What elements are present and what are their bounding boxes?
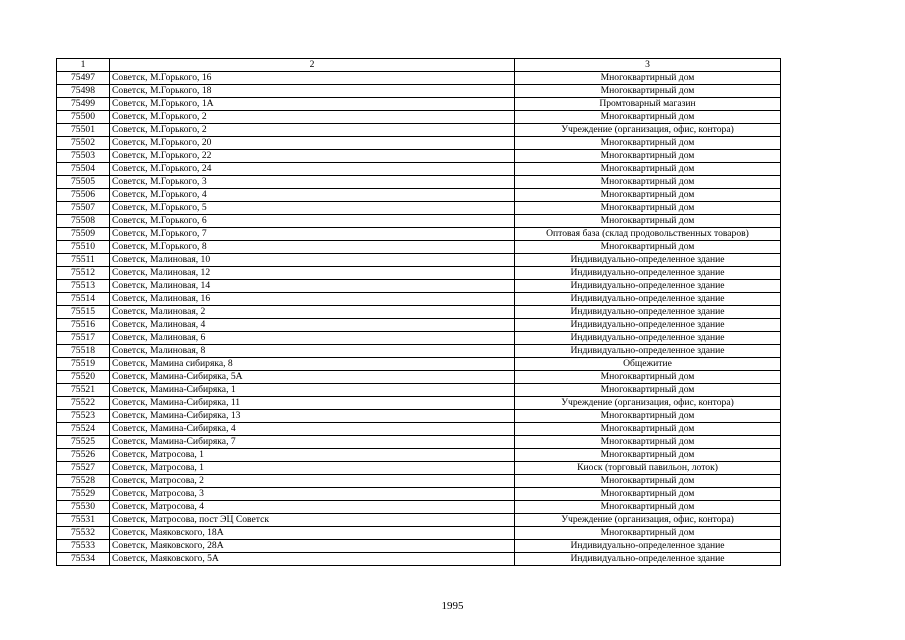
column-number-2: 2 [110,59,515,72]
object-type-cell: Многоквартирный дом [515,111,781,124]
table-row [57,280,781,293]
column-number-3: 3 [515,59,781,72]
table-row [57,345,781,358]
record-number-cell: 75528 [57,475,110,488]
address-cell: Советск, М.Горького, 4 [110,189,515,202]
address-cell: Советск, М.Горького, 24 [110,163,515,176]
column-number-row [57,59,781,72]
record-number-cell: 75513 [57,280,110,293]
record-number-cell: 75510 [57,241,110,254]
record-number-cell: 75515 [57,306,110,319]
object-type-cell: Индивидуально-определенное здание [515,280,781,293]
table-row [57,267,781,280]
record-number-cell: 75516 [57,319,110,332]
object-type-cell: Индивидуально-определенное здание [515,254,781,267]
table-row [57,72,781,85]
object-type-cell: Общежитие [515,358,781,371]
object-type-cell: Индивидуально-определенное здание [515,345,781,358]
object-type-cell: Многоквартирный дом [515,410,781,423]
address-cell: Советск, Маяковского, 18А [110,527,515,540]
address-cell: Советск, М.Горького, 1А [110,98,515,111]
table-row [57,410,781,423]
table-row [57,384,781,397]
object-type-cell: Многоквартирный дом [515,202,781,215]
object-type-cell: Индивидуально-определенное здание [515,553,781,566]
object-type-cell: Индивидуально-определенное здание [515,319,781,332]
record-number-cell: 75506 [57,189,110,202]
address-cell: Советск, Мамина-Сибиряка, 13 [110,410,515,423]
object-type-cell: Многоквартирный дом [515,488,781,501]
table-row [57,137,781,150]
table-row [57,293,781,306]
column-number-1: 1 [57,59,110,72]
address-cell: Советск, Малиновая, 14 [110,280,515,293]
property-table-body [57,59,781,566]
table-row [57,553,781,566]
record-number-cell: 75523 [57,410,110,423]
record-number-cell: 75530 [57,501,110,514]
address-cell: Советск, М.Горького, 3 [110,176,515,189]
table-row [57,449,781,462]
record-number-cell: 75514 [57,293,110,306]
object-type-cell: Индивидуально-определенное здание [515,540,781,553]
record-number-cell: 75534 [57,553,110,566]
table-row [57,124,781,137]
record-number-cell: 75517 [57,332,110,345]
object-type-cell: Многоквартирный дом [515,527,781,540]
table-row [57,475,781,488]
address-cell: Советск, М.Горького, 6 [110,215,515,228]
address-cell: Советск, Малиновая, 6 [110,332,515,345]
object-type-cell: Учреждение (организация, офис, контора) [515,514,781,527]
address-cell: Советск, Мамина-Сибиряка, 11 [110,397,515,410]
table-row [57,202,781,215]
address-cell: Советск, Матросова, пост ЭЦ Советск [110,514,515,527]
table-row [57,215,781,228]
address-cell: Советск, Малиновая, 12 [110,267,515,280]
table-row [57,358,781,371]
record-number-cell: 75512 [57,267,110,280]
record-number-cell: 75499 [57,98,110,111]
address-cell: Советск, М.Горького, 22 [110,150,515,163]
address-cell: Советск, Маяковского, 5А [110,553,515,566]
page-number: 1995 [441,600,464,612]
document-page [56,58,780,566]
address-cell: Советск, Малиновая, 16 [110,293,515,306]
address-cell: Советск, Матросова, 2 [110,475,515,488]
record-number-cell: 75522 [57,397,110,410]
record-number-cell: 75505 [57,176,110,189]
table-row [57,488,781,501]
record-number-cell: 75524 [57,423,110,436]
record-number-cell: 75525 [57,436,110,449]
record-number-cell: 75518 [57,345,110,358]
record-number-cell: 75498 [57,85,110,98]
table-row [57,540,781,553]
object-type-cell: Многоквартирный дом [515,215,781,228]
object-type-cell: Индивидуально-определенное здание [515,293,781,306]
property-table [56,58,781,566]
record-number-cell: 75526 [57,449,110,462]
object-type-cell: Киоск (торговый павильон, лоток) [515,462,781,475]
address-cell: Советск, М.Горького, 16 [110,72,515,85]
object-type-cell: Многоквартирный дом [515,72,781,85]
table-row [57,501,781,514]
table-row [57,397,781,410]
table-row [57,254,781,267]
address-cell: Советск, Мамина-Сибиряка, 1 [110,384,515,397]
record-number-cell: 75503 [57,150,110,163]
address-cell: Советск, М.Горького, 7 [110,228,515,241]
table-row [57,423,781,436]
table-row [57,527,781,540]
address-cell: Советск, Малиновая, 8 [110,345,515,358]
table-row [57,150,781,163]
table-row [57,98,781,111]
object-type-cell: Многоквартирный дом [515,384,781,397]
object-type-cell: Многоквартирный дом [515,150,781,163]
object-type-cell: Индивидуально-определенное здание [515,332,781,345]
table-row [57,371,781,384]
address-cell: Советск, М.Горького, 18 [110,85,515,98]
table-row [57,436,781,449]
object-type-cell: Многоквартирный дом [515,371,781,384]
object-type-cell: Многоквартирный дом [515,137,781,150]
object-type-cell: Индивидуально-определенное здание [515,306,781,319]
record-number-cell: 75497 [57,72,110,85]
table-row [57,241,781,254]
record-number-cell: 75520 [57,371,110,384]
table-row [57,163,781,176]
address-cell: Советск, Малиновая, 2 [110,306,515,319]
address-cell: Советск, М.Горького, 5 [110,202,515,215]
address-cell: Советск, Мамина-Сибиряка, 5А [110,371,515,384]
address-cell: Советск, Маяковского, 28А [110,540,515,553]
object-type-cell: Многоквартирный дом [515,85,781,98]
address-cell: Советск, Малиновая, 10 [110,254,515,267]
object-type-cell: Многоквартирный дом [515,176,781,189]
record-number-cell: 75509 [57,228,110,241]
record-number-cell: 75500 [57,111,110,124]
object-type-cell: Многоквартирный дом [515,475,781,488]
address-cell: Советск, М.Горького, 2 [110,111,515,124]
object-type-cell: Индивидуально-определенное здание [515,267,781,280]
table-row [57,306,781,319]
table-row [57,319,781,332]
record-number-cell: 75508 [57,215,110,228]
address-cell: Советск, Малиновая, 4 [110,319,515,332]
address-cell: Советск, Мамина-Сибиряка, 7 [110,436,515,449]
record-number-cell: 75529 [57,488,110,501]
record-number-cell: 75519 [57,358,110,371]
object-type-cell: Многоквартирный дом [515,189,781,202]
object-type-cell: Многоквартирный дом [515,423,781,436]
object-type-cell: Многоквартирный дом [515,163,781,176]
address-cell: Советск, Матросова, 1 [110,462,515,475]
table-row [57,514,781,527]
record-number-cell: 75527 [57,462,110,475]
address-cell: Советск, М.Горького, 2 [110,124,515,137]
table-row [57,85,781,98]
record-number-cell: 75532 [57,527,110,540]
object-type-cell: Многоквартирный дом [515,501,781,514]
object-type-cell: Многоквартирный дом [515,241,781,254]
record-number-cell: 75502 [57,137,110,150]
record-number-cell: 75504 [57,163,110,176]
record-number-cell: 75511 [57,254,110,267]
record-number-cell: 75507 [57,202,110,215]
record-number-cell: 75531 [57,514,110,527]
object-type-cell: Учреждение (организация, офис, контора) [515,397,781,410]
address-cell: Советск, М.Горького, 8 [110,241,515,254]
record-number-cell: 75533 [57,540,110,553]
object-type-cell: Многоквартирный дом [515,449,781,462]
address-cell: Советск, Матросова, 4 [110,501,515,514]
table-row [57,228,781,241]
object-type-cell: Оптовая база (склад продовольственных товаров) [515,228,781,241]
table-row [57,189,781,202]
table-row [57,111,781,124]
object-type-cell: Многоквартирный дом [515,436,781,449]
address-cell: Советск, Матросова, 1 [110,449,515,462]
record-number-cell: 75501 [57,124,110,137]
address-cell: Советск, Матросова, 3 [110,488,515,501]
object-type-cell: Учреждение (организация, офис, контора) [515,124,781,137]
object-type-cell: Промтоварный магазин [515,98,781,111]
table-row [57,176,781,189]
address-cell: Советск, М.Горького, 20 [110,137,515,150]
address-cell: Советск, Мамина сибиряка, 8 [110,358,515,371]
address-cell: Советск, Мамина-Сибиряка, 4 [110,423,515,436]
table-row [57,462,781,475]
table-row [57,332,781,345]
record-number-cell: 75521 [57,384,110,397]
